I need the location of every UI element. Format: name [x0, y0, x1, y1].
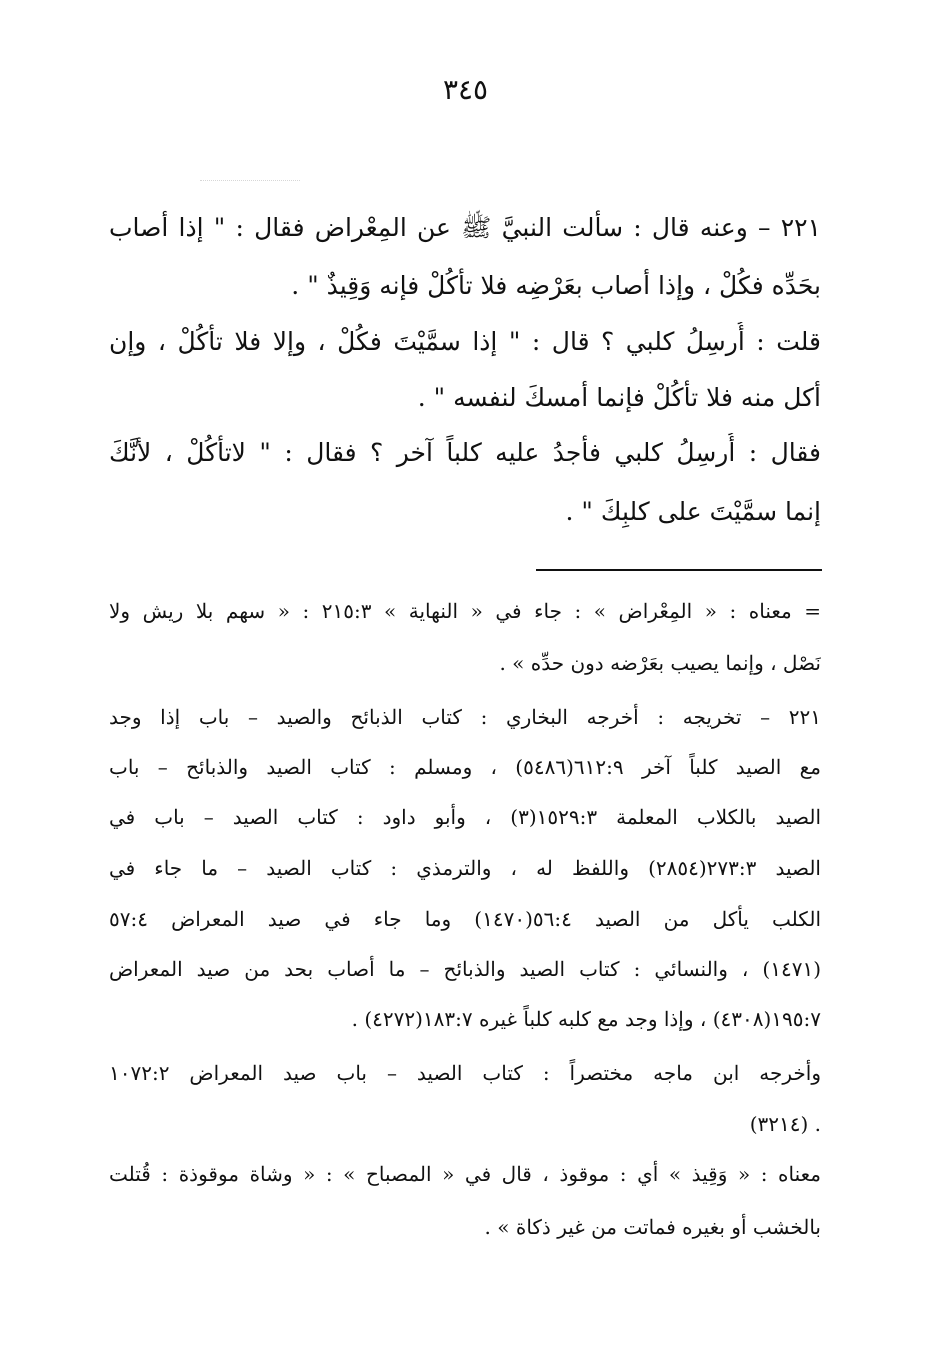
- scan-specks: [200, 180, 300, 185]
- hadith-line: فقال : أُرسِلُ كلبي فأجدُ عليه كلباً آخر ؟ فقال : " لاتأكُلْ ، لأنَّكَ: [109, 438, 821, 467]
- footnote-line: ١٩٥:٧(٤٣٠٨) ، وإذا وجد مع كلبه كلباً غيره ١٨٣:٧(٤٢٧٢) .: [351, 1007, 821, 1031]
- footnote-line: (١٤٧١) ، والنسائي : كتاب الصيد والذبائح – ما أصاب بحد من صيد المعراض: [109, 957, 821, 981]
- footnote-line: الصيد بالكلاب المعلمة ١٥٢٩:٣(٣) ، وأبو داود : كتاب الصيد – باب في: [109, 805, 821, 829]
- footnote-separator: [536, 569, 822, 571]
- hadith-line: بحَدِّه فكُلْ ، وإذا أصاب بعَرْضِه فلا تأكُلْ فإنه وَقِيذٌ " .: [291, 271, 821, 300]
- hadith-line: أكل منه فلا تأكُلْ فإنما أمسكَ لنفسه " .: [417, 383, 821, 412]
- footnote-line: مع الصيد كلباً آخر ٦١٢:٩(٥٤٨٦) ، ومسلم : كتاب الصيد والذبائح – باب: [109, 755, 821, 779]
- footnote-line: = معناه : « المِعْراض » : جاء في « النهاية » ٢١٥:٣ : « سهم بلا ريش ولا: [109, 599, 821, 623]
- hadith-line: قلت : أُرسِلُ كلبي ؟ قال : " إذا سمَّيْتَ فكُلْ ، وإلا فلا تأكُلْ ، وإن: [109, 327, 821, 356]
- page-number: ٣٤٥: [442, 73, 489, 106]
- footnote-line: الصيد ٢٧٣:٣(٢٨٥٤) واللفظ له ، والترمذي : كتاب الصيد – ما جاء في: [109, 856, 821, 880]
- footnote-line: ٢٢١ – تخريجه : أخرجه البخاري : كتاب الذبائح والصيد – باب إذا وجد: [109, 705, 821, 729]
- footnote-line: نَصْل ، وإنما يصيب بعَرْضه دون حدِّه » .: [499, 651, 821, 675]
- hadith-line: إنما سمَّيْتَ على كلبِكَ " .: [565, 497, 821, 526]
- footnote-line: الكلب يأكل من الصيد ٥٦:٤(١٤٧٠) وما جاء في صيد المعراض ٥٧:٤: [109, 907, 821, 931]
- footnote-line: بالخشب أو بغيره فماتت من غير ذكاة » .: [484, 1215, 821, 1239]
- footnote-line: (٣٢١٤) .: [749, 1112, 821, 1136]
- hadith-line: ٢٢١ – وعنه قال : سألت النبيَّ ﷺ عن المِعْراض فقال : " إذا أصاب: [109, 213, 821, 242]
- footnote-line: معناه : « وَقِيذ » أي : موقوذ ، قال في « المصباح » : « وشاة موقوذة : قُتلت: [109, 1162, 821, 1186]
- footnote-line: وأخرجه ابن ماجه مختصراً : كتاب الصيد – باب صيد المعراض ١٠٧٢:٢: [109, 1061, 821, 1085]
